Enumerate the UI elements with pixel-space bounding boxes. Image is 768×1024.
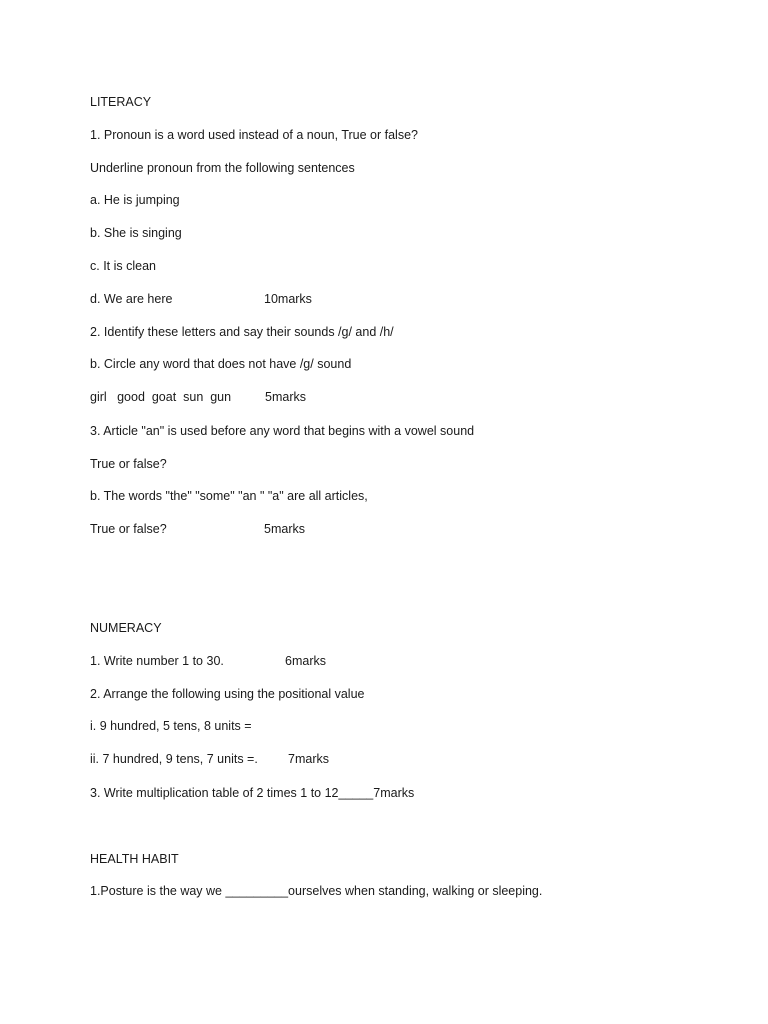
numeracy-question-2i: i. 9 hundred, 5 tens, 8 units =	[90, 719, 252, 733]
literacy-question-1d: d. We are here	[90, 292, 173, 306]
literacy-question-1b: b. She is singing	[90, 226, 182, 240]
numeracy-question-2-marks: 7marks	[288, 752, 329, 766]
literacy-question-1: 1. Pronoun is a word used instead of a noun, True or false?	[90, 128, 418, 142]
literacy-question-3-marks: 5marks	[264, 522, 305, 536]
numeracy-question-2: 2. Arrange the following using the positional value	[90, 687, 365, 701]
numeracy-heading: NUMERACY	[90, 621, 162, 635]
literacy-question-2b: b. Circle any word that does not have /g/ sound	[90, 357, 352, 371]
literacy-question-1-marks: 10marks	[264, 292, 312, 306]
numeracy-question-1: 1. Write number 1 to 30.	[90, 654, 224, 668]
literacy-question-3-true-false: True or false?	[90, 457, 167, 471]
literacy-heading: LITERACY	[90, 95, 152, 109]
health-habit-question-1: 1.Posture is the way we _________ourselves when standing, walking or sleeping.	[90, 884, 543, 898]
literacy-question-2: 2. Identify these letters and say their sounds /g/ and /h/	[90, 325, 394, 339]
literacy-question-3b: b. The words "the" "some" "an " "a" are all articles,	[90, 489, 368, 503]
literacy-question-1c: c. It is clean	[90, 259, 156, 273]
numeracy-question-2ii: ii. 7 hundred, 9 tens, 7 units =.	[90, 752, 258, 766]
health-habit-heading: HEALTH HABIT	[90, 852, 179, 866]
numeracy-question-1-marks: 6marks	[285, 654, 326, 668]
numeracy-question-3: 3. Write multiplication table of 2 times 1 to 12_____7marks	[90, 786, 415, 800]
literacy-question-1a: a. He is jumping	[90, 193, 180, 207]
literacy-question-3b-true-false: True or false?	[90, 522, 167, 536]
literacy-question-2-words: girl good goat sun gun	[90, 390, 232, 404]
literacy-question-3: 3. Article "an" is used before any word that begins with a vowel sound	[90, 424, 475, 438]
literacy-question-1-instruction: Underline pronoun from the following sentences	[90, 161, 355, 175]
literacy-question-2-marks: 5marks	[265, 390, 306, 404]
